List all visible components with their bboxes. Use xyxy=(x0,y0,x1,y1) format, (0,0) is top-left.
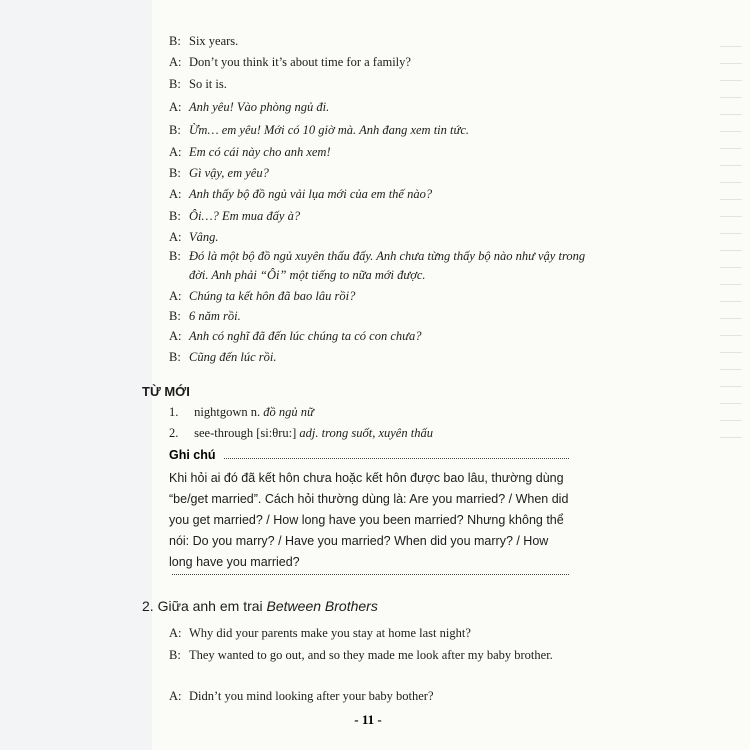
dialogue-line xyxy=(169,143,599,162)
note-top-rule xyxy=(224,458,569,459)
speaker-label: B: xyxy=(169,249,181,263)
vocab-definition: đồ ngủ nữ xyxy=(263,405,314,419)
dialogue-line xyxy=(169,646,594,665)
dialogue-text: Ừm… em yêu! Mới có 10 giờ mà. Anh đang xem tin tức. xyxy=(189,123,469,137)
dialogue-line xyxy=(169,228,599,247)
speaker-label: B: xyxy=(169,34,181,48)
dialogue-line xyxy=(169,307,599,326)
dialogue-line xyxy=(169,164,599,183)
speaker-label: A: xyxy=(169,145,182,159)
speaker-label: A: xyxy=(169,187,182,201)
section-title xyxy=(142,598,378,614)
speaker-label: B: xyxy=(169,309,181,323)
dialogue-line xyxy=(169,348,599,367)
dialogue-text: Don’t you think it’s about time for a family? xyxy=(189,55,411,69)
dialogue-text: Anh có nghĩ đã đến lúc chúng ta có con chưa? xyxy=(189,329,422,343)
vocab-item xyxy=(169,405,314,420)
vocab-word: see-through [si:θru:] xyxy=(194,426,297,440)
dialogue-line xyxy=(169,121,599,140)
dialogue-line xyxy=(169,207,599,226)
speaker-label: A: xyxy=(169,100,182,114)
dialogue-line xyxy=(169,624,599,643)
dialogue-text: Gì vậy, em yêu? xyxy=(189,166,269,180)
dialogue-text: Anh thấy bộ đồ ngủ vải lụa mới của em thế nào? xyxy=(189,187,433,201)
dialogue-text: Six years. xyxy=(189,34,239,48)
dialogue-text: So it is. xyxy=(189,77,227,91)
vocab-item xyxy=(169,426,433,441)
dialogue-line xyxy=(169,247,594,285)
show-through-text xyxy=(712,30,750,670)
dialogue-line xyxy=(169,53,599,72)
dialogue-line xyxy=(169,327,599,346)
speaker-label: B: xyxy=(169,166,181,180)
dialogue-text: Ôi…? Em mua đấy à? xyxy=(189,209,301,223)
section-title-vi: 2. Giữa anh em trai xyxy=(142,598,263,614)
vocab-number: 1. xyxy=(169,405,179,419)
dialogue-line xyxy=(169,287,599,306)
speaker-label: A: xyxy=(169,230,182,244)
note-bottom-rule xyxy=(172,574,569,575)
dialogue-text: Cũng đến lúc rồi. xyxy=(189,350,277,364)
speaker-label: B: xyxy=(169,350,181,364)
note-title: Ghi chú xyxy=(169,448,216,462)
speaker-label: A: xyxy=(169,289,182,303)
dialogue-text: Why did your parents make you stay at home last night? xyxy=(189,626,471,640)
book-page xyxy=(142,0,750,750)
scan-left-margin xyxy=(0,0,152,750)
speaker-label: B: xyxy=(169,123,181,137)
vocab-heading: TỪ MỚI xyxy=(142,384,190,399)
page-number: - 11 - xyxy=(354,712,382,727)
section-title-en: Between Brothers xyxy=(266,598,378,614)
note-body: Khi hỏi ai đó đã kết hôn chưa hoặc kết hôn được bao lâu, thường dùng “be/get married”. Cách hỏi thường dùng là: Are you married? / When did you get married? / How long have you been married? Nhưng không thể nói: Do you marry? / Have you married? When did you marry? / How long have you married? xyxy=(169,471,569,569)
speaker-label: A: xyxy=(169,626,182,640)
dialogue-text: 6 năm rồi. xyxy=(189,309,241,323)
speaker-label: A: xyxy=(169,329,182,343)
dialogue-text: Đó là một bộ đồ ngủ xuyên thấu đấy. Anh chưa từng thấy bộ nào như vậy trong đời. Anh phải “Ôi” một tiếng to nữa mới được. xyxy=(189,249,586,282)
dialogue-text: They wanted to go out, and so they made me look after my baby brother. xyxy=(189,648,553,662)
dialogue-text: Anh yêu! Vào phòng ngủ đi. xyxy=(189,100,330,114)
dialogue-line xyxy=(169,185,599,204)
speaker-label: A: xyxy=(169,55,182,69)
speaker-label: B: xyxy=(169,648,181,662)
dialogue-text: Vâng. xyxy=(189,230,219,244)
dialogue-text: Em có cái này cho anh xem! xyxy=(189,145,331,159)
dialogue-line xyxy=(169,32,599,51)
dialogue-line xyxy=(169,98,599,117)
dialogue-text: Didn’t you mind looking after your baby bother? xyxy=(189,689,434,703)
dialogue-text: Chúng ta kết hôn đã bao lâu rồi? xyxy=(189,289,356,303)
vocab-word: nightgown n. xyxy=(194,405,261,419)
vocab-number: 2. xyxy=(169,426,179,440)
speaker-label: B: xyxy=(169,209,181,223)
speaker-label: A: xyxy=(169,689,182,703)
vocab-definition: adj. trong suốt, xuyên thấu xyxy=(299,426,433,440)
speaker-label: B: xyxy=(169,77,181,91)
dialogue-line xyxy=(169,687,599,706)
dialogue-line xyxy=(169,75,599,94)
